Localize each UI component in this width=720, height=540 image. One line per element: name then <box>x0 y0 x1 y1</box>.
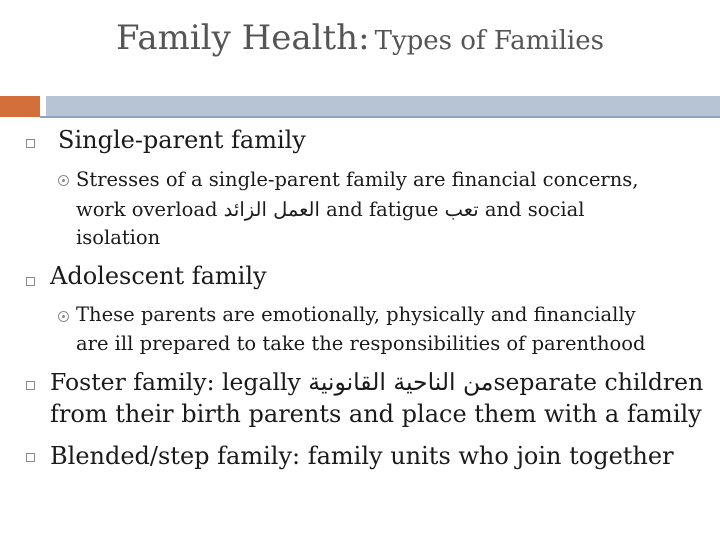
item-foster-line1: Foster family: legally من الناحية القانونيةseparate children <box>50 368 704 396</box>
item-blended-label: Blended/step family: family units who join together <box>50 442 674 470</box>
item-foster-line2: from their birth parents and place them with a family <box>50 400 702 428</box>
title-sub: Types of Families <box>374 26 604 56</box>
item-single-parent-desc-line3: isolation <box>76 226 161 249</box>
item-adolescent-desc-line2: are ill prepared to take the responsibilities of parenthood <box>76 332 646 355</box>
square-bullet-icon <box>26 277 35 286</box>
circle-bullet-icon <box>58 175 69 186</box>
accent-bar-orange <box>0 96 40 117</box>
item-adolescent-desc-line1: These parents are emotionally, physically and financially <box>76 303 636 326</box>
item-single-parent-desc-line1: Stresses of a single-parent family are financial concerns, <box>76 168 639 191</box>
slide-title <box>0 18 720 58</box>
item-adolescent-label: Adolescent family <box>50 262 267 290</box>
square-bullet-icon <box>26 139 35 148</box>
square-bullet-icon <box>26 381 35 390</box>
item-single-parent-label: Single-parent family <box>58 126 306 154</box>
divider-line <box>40 116 720 118</box>
square-bullet-icon <box>26 453 35 462</box>
item-single-parent-desc-line2: work overload العمل الزائد and fatigue تعب and social <box>76 198 585 221</box>
accent-bar-blue <box>46 96 720 117</box>
title-main: Family Health: <box>116 18 370 58</box>
circle-bullet-icon <box>58 311 69 322</box>
